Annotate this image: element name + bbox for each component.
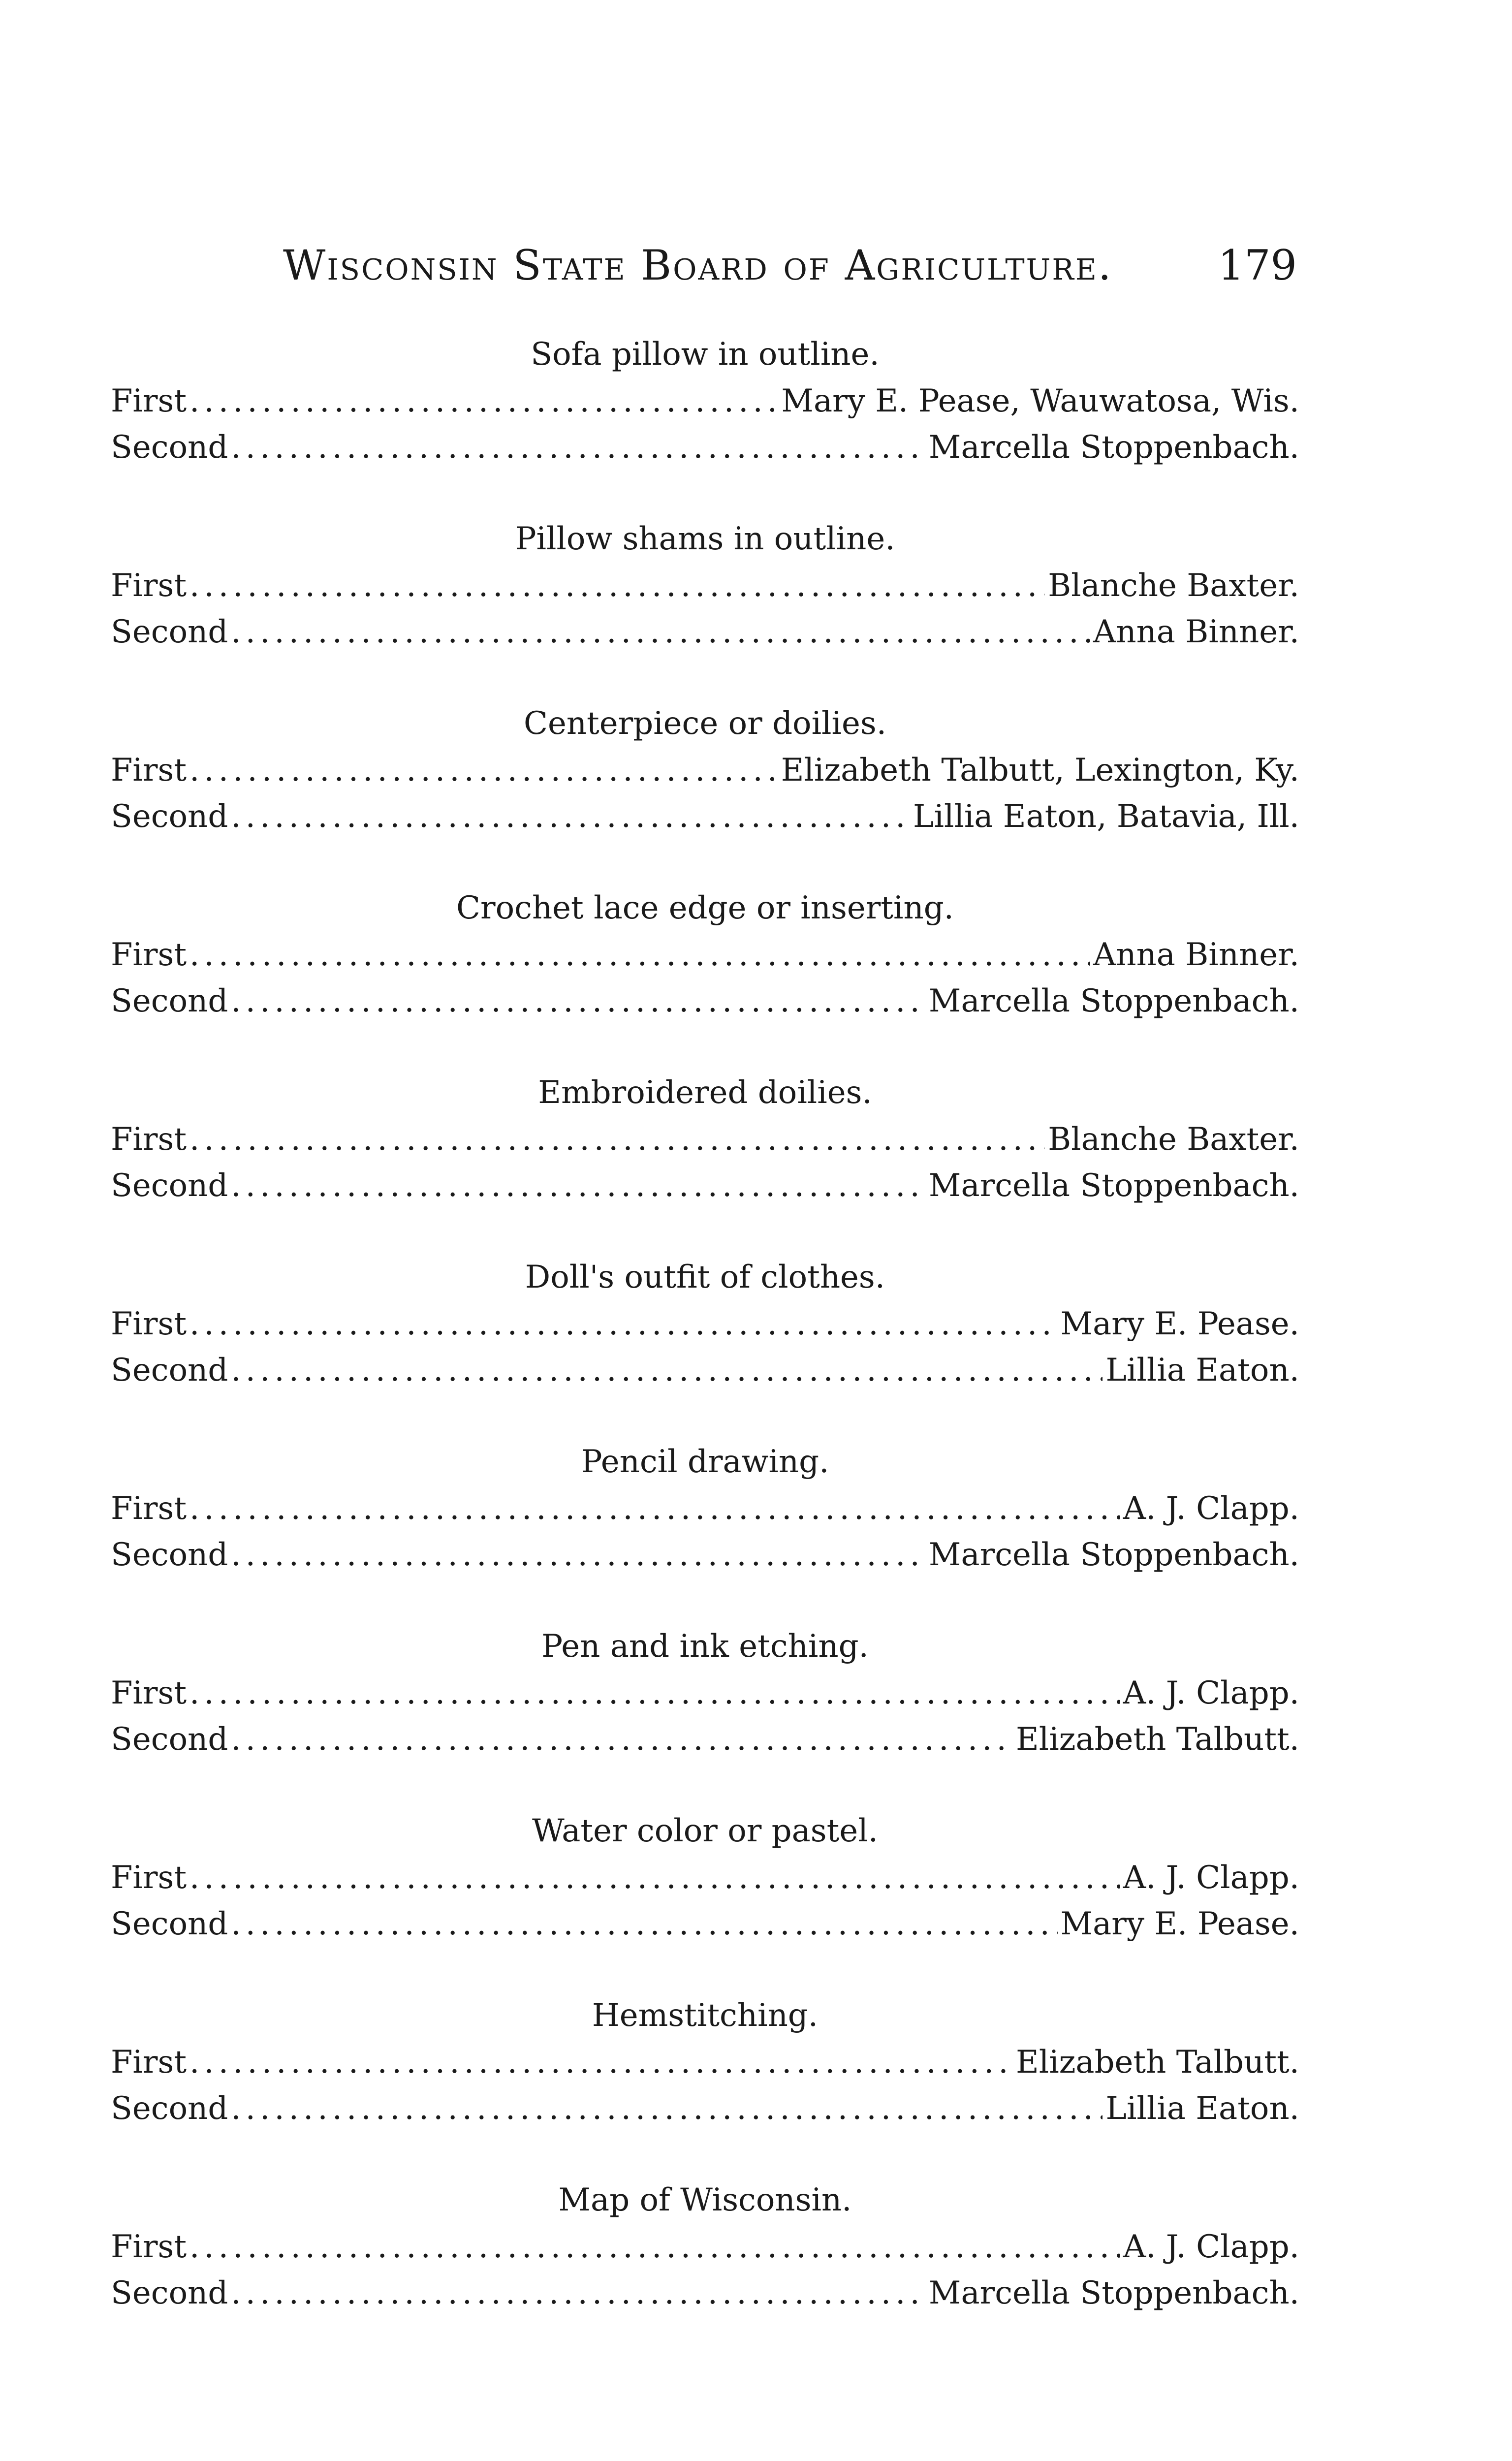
running-head — [283, 241, 1297, 300]
award-winner: Marcella Stoppenbach. — [928, 2275, 1299, 2311]
dot-leader — [231, 978, 926, 1024]
dot-leader — [189, 1485, 1120, 1532]
award-row — [111, 424, 1299, 471]
award-category — [111, 704, 1299, 888]
award-place: First — [111, 1306, 187, 1342]
award-row — [111, 747, 1299, 793]
award-winner: A. J. Clapp. — [1123, 1860, 1299, 1896]
award-winner: Anna Binner. — [1093, 614, 1299, 650]
award-place: Second — [111, 429, 228, 466]
award-place: First — [111, 752, 187, 789]
dot-leader — [189, 563, 1045, 609]
dot-leader — [231, 2270, 926, 2316]
award-row — [111, 1532, 1299, 1578]
dot-leader — [189, 1670, 1120, 1716]
award-place: Second — [111, 798, 228, 835]
dot-leader — [231, 793, 910, 840]
dot-leader — [189, 2039, 1013, 2085]
award-row — [111, 1485, 1299, 1532]
award-row — [111, 378, 1299, 424]
award-winner: Lillia Eaton. — [1105, 1352, 1299, 1388]
award-row — [111, 978, 1299, 1024]
award-place: Second — [111, 2090, 228, 2127]
award-winner: Elizabeth Talbutt, Lexington, Ky. — [781, 752, 1299, 789]
award-winner: Marcella Stoppenbach. — [928, 983, 1299, 1019]
award-place: Second — [111, 1721, 228, 1758]
dot-leader — [189, 378, 778, 424]
award-row — [111, 609, 1299, 655]
dot-leader — [189, 1301, 1058, 1347]
category-title: Pencil drawing. — [581, 1444, 829, 1480]
award-winner: Lillia Eaton, Batavia, Ill. — [913, 798, 1299, 835]
award-place: Second — [111, 1167, 228, 1204]
category-title: Doll's outfit of clothes. — [525, 1259, 885, 1295]
award-winner: Marcella Stoppenbach. — [928, 1537, 1299, 1573]
award-winner: A. J. Clapp. — [1123, 2229, 1299, 2265]
award-place: First — [111, 2229, 187, 2265]
award-place: First — [111, 1121, 187, 1158]
award-winner: Mary E. Pease, Wauwatosa, Wis. — [781, 383, 1299, 419]
award-place: Second — [111, 1352, 228, 1388]
award-row — [111, 563, 1299, 609]
award-place: Second — [111, 1537, 228, 1573]
award-winner: Anna Binner. — [1093, 937, 1299, 973]
award-row — [111, 2085, 1299, 2132]
award-winner: A. J. Clapp. — [1123, 1675, 1299, 1711]
award-row — [111, 2039, 1299, 2085]
award-category — [111, 519, 1299, 704]
award-place: Second — [111, 2275, 228, 2311]
dot-leader — [231, 1716, 1013, 1763]
award-row — [111, 1716, 1299, 1763]
award-category — [111, 1996, 1299, 2180]
award-row — [111, 1670, 1299, 1716]
award-category — [111, 888, 1299, 1073]
award-place: First — [111, 383, 187, 419]
award-place: First — [111, 2044, 187, 2081]
running-head-title: Wisconsin State Board of Agriculture. — [283, 241, 1113, 289]
award-winner: Elizabeth Talbutt. — [1016, 1721, 1299, 1758]
dot-leader — [231, 1532, 926, 1578]
award-row — [111, 932, 1299, 978]
award-place: First — [111, 937, 187, 973]
award-winner: Blanche Baxter. — [1048, 1121, 1299, 1158]
dot-leader — [189, 1116, 1045, 1163]
category-title: Hemstitching. — [592, 1997, 819, 2034]
award-row — [111, 1116, 1299, 1163]
page-number: 179 — [1218, 241, 1297, 289]
dot-leader — [189, 932, 1090, 978]
dot-leader — [189, 747, 778, 793]
dot-leader — [189, 2224, 1120, 2270]
category-title: Water color or pastel. — [532, 1813, 879, 1849]
award-place: Second — [111, 983, 228, 1019]
category-title: Crochet lace edge or inserting. — [456, 890, 954, 926]
award-place: First — [111, 568, 187, 604]
award-row — [111, 793, 1299, 840]
award-row — [111, 1901, 1299, 1947]
dot-leader — [231, 2085, 1102, 2132]
dot-leader — [231, 609, 1090, 655]
award-row — [111, 1301, 1299, 1347]
award-winner: Lillia Eaton. — [1105, 2090, 1299, 2127]
award-winner: Mary E. Pease. — [1060, 1306, 1299, 1342]
award-place: First — [111, 1675, 187, 1711]
category-title: Embroidered doilies. — [538, 1074, 872, 1111]
dot-leader — [231, 1347, 1102, 1393]
award-category — [111, 335, 1299, 519]
dot-leader — [231, 1163, 926, 1209]
award-winner: Elizabeth Talbutt. — [1016, 2044, 1299, 2081]
award-list — [111, 335, 1299, 2365]
award-winner: Mary E. Pease. — [1060, 1906, 1299, 1942]
award-row — [111, 2224, 1299, 2270]
award-winner: Marcella Stoppenbach. — [928, 1167, 1299, 1204]
award-row — [111, 1855, 1299, 1901]
award-category — [111, 1627, 1299, 1811]
award-winner: Marcella Stoppenbach. — [928, 429, 1299, 466]
award-place: First — [111, 1490, 187, 1527]
award-row — [111, 2270, 1299, 2316]
category-title: Centerpiece or doilies. — [523, 705, 887, 742]
award-category — [111, 2180, 1299, 2365]
award-category — [111, 1073, 1299, 1258]
award-category — [111, 1258, 1299, 1442]
award-winner: Blanche Baxter. — [1048, 568, 1299, 604]
award-row — [111, 1163, 1299, 1209]
award-category — [111, 1811, 1299, 1996]
category-title: Pillow shams in outline. — [515, 521, 895, 557]
category-title: Map of Wisconsin. — [558, 2182, 852, 2218]
dot-leader — [231, 424, 926, 471]
award-place: Second — [111, 1906, 228, 1942]
category-title: Pen and ink etching. — [541, 1628, 869, 1665]
award-category — [111, 1442, 1299, 1627]
dot-leader — [189, 1855, 1120, 1901]
award-row — [111, 1347, 1299, 1393]
dot-leader — [231, 1901, 1057, 1947]
award-place: Second — [111, 614, 228, 650]
category-title: Sofa pillow in outline. — [531, 336, 880, 373]
award-winner: A. J. Clapp. — [1123, 1490, 1299, 1527]
award-place: First — [111, 1860, 187, 1896]
